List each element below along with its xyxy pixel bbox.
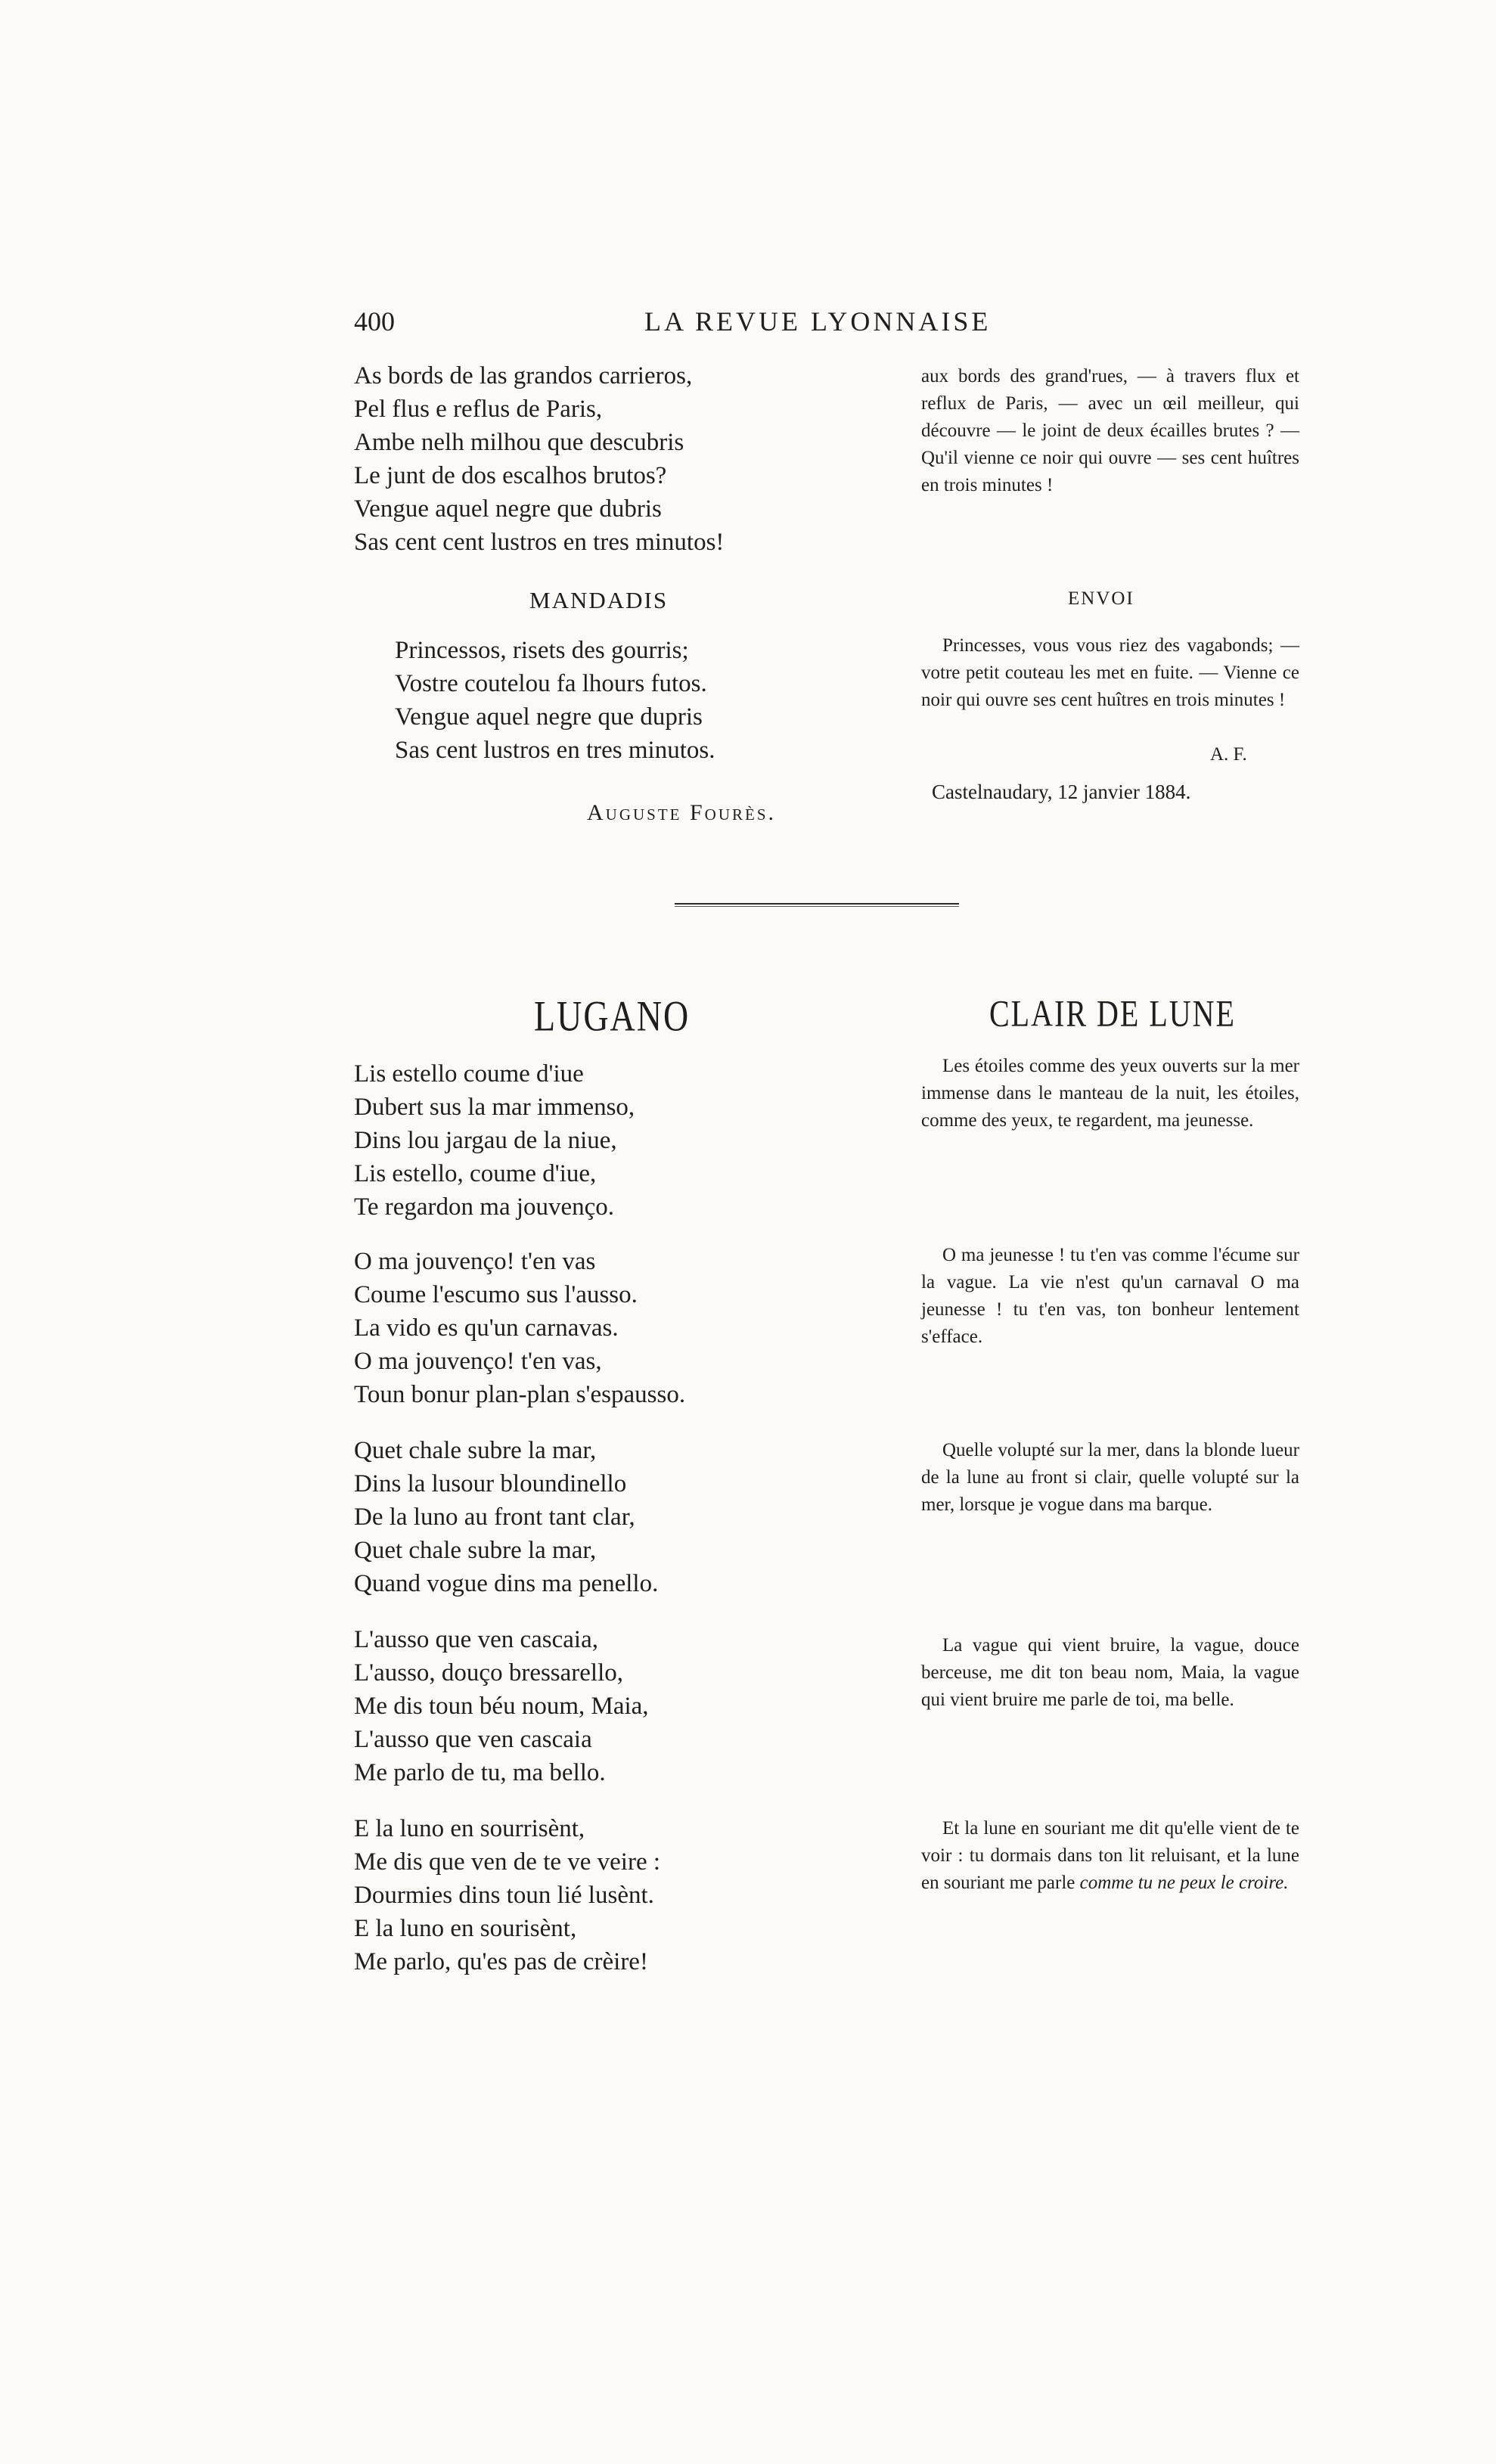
poem2-stanza xyxy=(354,1434,823,1600)
verse-line: Sas cent cent lustros en tres minutos! xyxy=(354,529,725,556)
translation1-dateline: Castelnaudary, 12 janvier 1884. xyxy=(932,780,1191,803)
verse-line: E la luno en sourrisènt, xyxy=(354,1815,585,1842)
verse-line: Vengue aquel negre que dubris xyxy=(354,495,662,523)
verse-line: Pel flus e reflus de Paris, xyxy=(354,396,603,423)
translation2-paragraph-last xyxy=(921,1815,1299,1897)
poem1-envoi-title: MANDADIS xyxy=(529,587,669,613)
verse-line: Quet chale subre la mar, xyxy=(354,1537,597,1564)
verse-line: Me dis toun béu noum, Maia, xyxy=(354,1693,649,1720)
paragraph-text: Et la lune en souriant me dit qu'elle vient de te voir : tu dormais dans ton lit reluisant, et la lune en souriant me parle xyxy=(921,1818,1299,1893)
translation1-envoi-title: ENVOI xyxy=(1068,588,1134,609)
verse-line: Lis estello, coume d'iue, xyxy=(354,1160,597,1187)
page-number: 400 xyxy=(354,306,395,337)
verse-line: Princessos, risets des gourris; xyxy=(395,637,689,664)
section-divider-thin xyxy=(675,906,959,907)
verse-line: Quand vogue dins ma penello. xyxy=(354,1570,659,1597)
poem2-stanza xyxy=(354,1812,823,1978)
translation2-paragraph: O ma jeunesse ! tu t'en vas comme l'écume sur la vague. La vie n'est qu'un carnaval O ma jeunesse ! tu t'en vas, ton bonheur lentement s'efface. xyxy=(921,1245,1299,1347)
translation2-paragraph: Quelle volupté sur la mer, dans la blonde lueur de la lune au front si clair, quelle volupté sur la mer, lorsque je vogue dans ma barque. xyxy=(921,1440,1299,1515)
poem1-envoi-verse xyxy=(395,634,849,767)
poem2-stanza xyxy=(354,1057,823,1224)
poem1-signature: Auguste Fourès. xyxy=(587,800,777,825)
translation1-text: aux bords des grand'rues, — à travers flux et reflux de Paris, — avec un œil meilleur, qui découvre — le joint de deux écailles brutes ? — Qu'il vienne ce noir qui ouvre — ses cent huîtres en trois minutes ! xyxy=(921,366,1299,495)
translation1-envoi-text: Princesses, vous vous riez des vagabonds; — votre petit couteau les met en fuite. — Vienne ce noir qui ouvre ses cent huîtres en trois minutes ! xyxy=(921,635,1299,710)
translation2-title: CLAIR DE LUNE xyxy=(989,991,1236,1035)
verse-line: Quet chale subre la mar, xyxy=(354,1437,597,1464)
poem1-verse xyxy=(354,359,823,559)
verse-line: O ma jouvenço! t'en vas xyxy=(354,1248,596,1275)
verse-line: L'ausso, douço bressarello, xyxy=(354,1659,624,1687)
verse-line: Le junt de dos escalhos brutos? xyxy=(354,462,667,489)
running-title: LA REVUE LYONNAISE xyxy=(644,306,992,337)
verse-line: De la luno au front tant clar, xyxy=(354,1504,635,1531)
verse-line: Dourmies dins toun lié lusènt. xyxy=(354,1882,654,1909)
verse-line: Ambe nelh milhou que descubris xyxy=(354,429,684,456)
verse-line: Te regardon ma jouvenço. xyxy=(354,1193,615,1221)
verse-line: Me parlo de tu, ma bello. xyxy=(354,1759,606,1786)
verse-line: Vengue aquel negre que dupris xyxy=(395,703,703,731)
verse-line: L'ausso que ven cascaia, xyxy=(354,1626,598,1653)
poem2-stanza xyxy=(354,1245,823,1411)
verse-line: Coume l'escumo sus l'ausso. xyxy=(354,1281,638,1308)
section-divider xyxy=(675,903,959,905)
translation2-paragraph: La vague qui vient bruire, la vague, douce berceuse, me dit ton beau nom, Maia, la vague qui vient bruire me parle de toi, ma belle. xyxy=(921,1635,1299,1710)
verse-line: Dins la lusour bloundinello xyxy=(354,1470,627,1497)
translation1-initials: A. F. xyxy=(1210,744,1247,765)
verse-line: L'ausso que ven cascaia xyxy=(354,1726,592,1753)
verse-line: E la luno en sourisènt, xyxy=(354,1915,577,1942)
verse-line: Lis estello coume d'iue xyxy=(354,1060,584,1088)
verse-line: Dins lou jargau de la niue, xyxy=(354,1127,617,1154)
verse-line: Me dis que ven de te ve veire : xyxy=(354,1848,661,1876)
verse-line: Sas cent lustros en tres minutos. xyxy=(395,737,715,764)
verse-line: Vostre coutelou fa lhours futos. xyxy=(395,670,707,697)
verse-line: As bords de las grandos carrieros, xyxy=(354,362,693,389)
translation2-paragraph: Les étoiles comme des yeux ouverts sur la mer immense dans le manteau de la nuit, les étoiles, comme des yeux, te regardent, ma jeunesse. xyxy=(921,1056,1299,1131)
poem2-stanza xyxy=(354,1623,823,1789)
verse-line: Dubert sus la mar immenso, xyxy=(354,1094,635,1121)
verse-line: Toun bonur plan-plan s'espausso. xyxy=(354,1381,686,1408)
poem2-title: LUGANO xyxy=(534,991,691,1040)
verse-line: Me parlo, qu'es pas de crèire! xyxy=(354,1948,648,1975)
verse-line: La vido es qu'un carnavas. xyxy=(354,1314,619,1342)
verse-line: O ma jouvenço! t'en vas, xyxy=(354,1348,602,1375)
paragraph-italic-text: comme tu ne peux le croire. xyxy=(1079,1873,1289,1893)
